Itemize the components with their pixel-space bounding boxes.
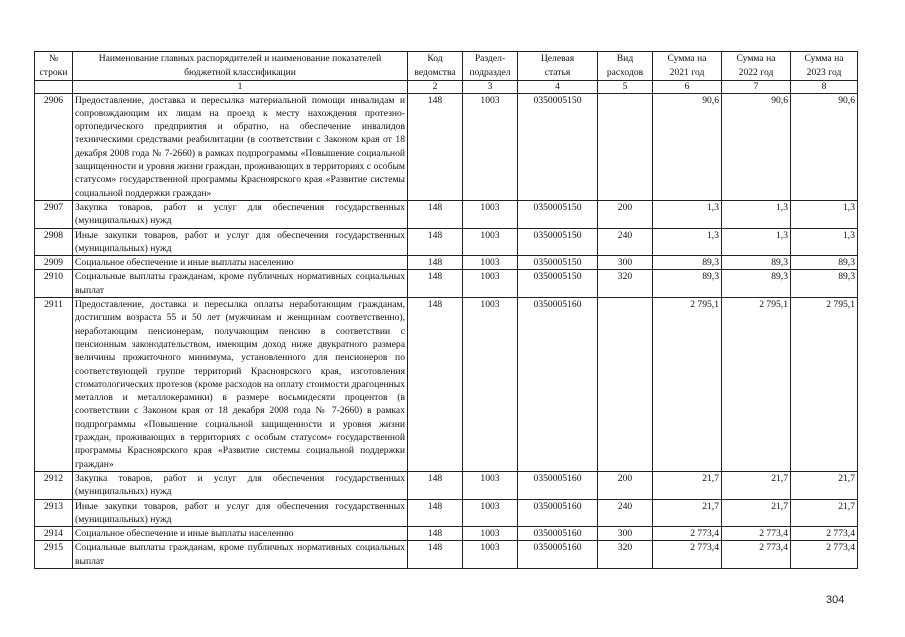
expense-type-cell: 240	[598, 499, 653, 527]
target-article-cell: 0350005160	[518, 527, 598, 541]
table-row	[35, 200, 858, 228]
sum-2023-cell: 90,6	[791, 93, 858, 200]
row-number-cell: 2913	[35, 499, 73, 527]
section-cell: 1003	[463, 527, 518, 541]
expense-type-cell: 200	[598, 471, 653, 499]
target-article-cell: 0350005150	[518, 228, 598, 256]
sum-2023-cell: 21,7	[791, 499, 858, 527]
expense-type-cell: 240	[598, 228, 653, 256]
header-dept-code: Код ведомства	[408, 52, 463, 81]
table-row	[35, 499, 858, 527]
target-article-cell: 0350005150	[518, 256, 598, 270]
table-row	[35, 471, 858, 499]
row-number-cell: 2906	[35, 93, 73, 200]
column-number: 4	[518, 80, 598, 93]
dept-code-cell: 148	[408, 228, 463, 256]
header-section: Раздел- подраздел	[463, 52, 518, 81]
sum-2023-cell: 89,3	[791, 270, 858, 298]
sum-2023-cell: 21,7	[791, 471, 858, 499]
header-sum-2022: Сумма на 2022 год	[722, 52, 791, 81]
column-number: 6	[653, 80, 722, 93]
row-number-cell: 2909	[35, 256, 73, 270]
section-cell: 1003	[463, 270, 518, 298]
dept-code-cell: 148	[408, 200, 463, 228]
header-row-number: № строки	[35, 52, 73, 81]
section-cell: 1003	[463, 256, 518, 270]
header-target-article: Целевая статья	[518, 52, 598, 81]
sum-2021-cell: 2 795,1	[653, 298, 722, 472]
target-article-cell: 0350005150	[518, 93, 598, 200]
sum-2023-cell: 89,3	[791, 256, 858, 270]
row-number-cell: 2914	[35, 527, 73, 541]
table-row	[35, 228, 858, 256]
sum-2021-cell: 2 773,4	[653, 527, 722, 541]
row-name-cell: Социальные выплаты гражданам, кроме публичных нормативных социальных выплат	[73, 270, 408, 298]
section-cell: 1003	[463, 228, 518, 256]
sum-2022-cell: 1,3	[722, 228, 791, 256]
header-sum-2023: Сумма на 2023 год	[791, 52, 858, 81]
column-number-row	[35, 80, 858, 93]
table-row	[35, 298, 858, 472]
row-name-cell: Социальное обеспечение и иные выплаты населению	[73, 256, 408, 270]
section-cell: 1003	[463, 471, 518, 499]
header-sum-2021: Сумма на 2021 год	[653, 52, 722, 81]
sum-2022-cell: 90,6	[722, 93, 791, 200]
table-body	[35, 93, 858, 568]
sum-2021-cell: 21,7	[653, 471, 722, 499]
table-row	[35, 270, 858, 298]
row-name-cell: Социальное обеспечение и иные выплаты населению	[73, 527, 408, 541]
target-article-cell: 0350005150	[518, 270, 598, 298]
expense-type-cell	[598, 93, 653, 200]
expense-type-cell: 300	[598, 527, 653, 541]
dept-code-cell: 148	[408, 499, 463, 527]
row-name-cell: Социальные выплаты гражданам, кроме публичных нормативных социальных выплат	[73, 541, 408, 569]
row-number-cell: 2915	[35, 541, 73, 569]
header-row	[35, 52, 858, 81]
column-number-blank	[35, 80, 73, 93]
row-number-cell: 2908	[35, 228, 73, 256]
row-name-cell: Закупка товаров, работ и услуг для обеспечения государственных (муниципальных) нужд	[73, 200, 408, 228]
expense-type-cell: 320	[598, 270, 653, 298]
budget-table	[34, 51, 858, 569]
target-article-cell: 0350005160	[518, 541, 598, 569]
section-cell: 1003	[463, 541, 518, 569]
expense-type-cell: 320	[598, 541, 653, 569]
sum-2023-cell: 1,3	[791, 228, 858, 256]
header-name: Наименование главных распорядителей и наименование показателей бюджетной классификации	[73, 52, 408, 81]
row-number-cell: 2911	[35, 298, 73, 472]
sum-2021-cell: 90,6	[653, 93, 722, 200]
page-number: 304	[826, 594, 845, 606]
column-number: 3	[463, 80, 518, 93]
table-row	[35, 527, 858, 541]
sum-2021-cell: 2 773,4	[653, 541, 722, 569]
sum-2021-cell: 1,3	[653, 228, 722, 256]
column-number: 5	[598, 80, 653, 93]
target-article-cell: 0350005160	[518, 471, 598, 499]
column-number: 1	[73, 80, 408, 93]
dept-code-cell: 148	[408, 527, 463, 541]
sum-2021-cell: 1,3	[653, 200, 722, 228]
column-number: 7	[722, 80, 791, 93]
sum-2022-cell: 21,7	[722, 471, 791, 499]
sum-2022-cell: 2 795,1	[722, 298, 791, 472]
section-cell: 1003	[463, 298, 518, 472]
row-name-cell: Предоставление, доставка и пересылка материальной помощи инвалидам и сопровождающим их лицам на проезд к месту нахождения протезно-ортопедического предприятия и обратно, на обеспечение инвалидов техническими средствами реабилитации (в соответствии с Законом края от 18 декабря 2008 года № 7-2660) в рамках подпрограммы «Повышение социальной защищенности и уровня жизни граждан, проживающих в территориях с особым статусом» государственной программы Красноярского края «Развитие системы социальной поддержки граждан»	[73, 93, 408, 200]
expense-type-cell	[598, 298, 653, 472]
table-row	[35, 93, 858, 200]
column-number: 8	[791, 80, 858, 93]
row-number-cell: 2907	[35, 200, 73, 228]
row-name-cell: Иные закупки товаров, работ и услуг для обеспечения государственных (муниципальных) нужд	[73, 499, 408, 527]
dept-code-cell: 148	[408, 471, 463, 499]
table-row	[35, 541, 858, 569]
sum-2023-cell: 2 773,4	[791, 541, 858, 569]
sum-2022-cell: 2 773,4	[722, 527, 791, 541]
dept-code-cell: 148	[408, 270, 463, 298]
header-expense-type: Вид расходов	[598, 52, 653, 81]
row-number-cell: 2912	[35, 471, 73, 499]
sum-2021-cell: 89,3	[653, 256, 722, 270]
sum-2023-cell: 2 795,1	[791, 298, 858, 472]
sum-2023-cell: 1,3	[791, 200, 858, 228]
row-name-cell: Иные закупки товаров, работ и услуг для обеспечения государственных (муниципальных) нужд	[73, 228, 408, 256]
sum-2021-cell: 89,3	[653, 270, 722, 298]
sum-2021-cell: 21,7	[653, 499, 722, 527]
expense-type-cell: 300	[598, 256, 653, 270]
dept-code-cell: 148	[408, 298, 463, 472]
section-cell: 1003	[463, 200, 518, 228]
section-cell: 1003	[463, 93, 518, 200]
sum-2022-cell: 89,3	[722, 256, 791, 270]
expense-type-cell: 200	[598, 200, 653, 228]
dept-code-cell: 148	[408, 256, 463, 270]
target-article-cell: 0350005160	[518, 298, 598, 472]
row-number-cell: 2910	[35, 270, 73, 298]
sum-2022-cell: 21,7	[722, 499, 791, 527]
dept-code-cell: 148	[408, 93, 463, 200]
row-name-cell: Закупка товаров, работ и услуг для обеспечения государственных (муниципальных) нужд	[73, 471, 408, 499]
column-number: 2	[408, 80, 463, 93]
target-article-cell: 0350005150	[518, 200, 598, 228]
sum-2022-cell: 1,3	[722, 200, 791, 228]
table-row	[35, 256, 858, 270]
sum-2022-cell: 89,3	[722, 270, 791, 298]
row-name-cell: Предоставление, доставка и пересылка оплаты неработающим гражданам, достигшим возраста 55 и 50 лет (мужчинам и женщинам соответственно), неработающим пенсионерам, получающим пенсию в соответствии с пенсионным законодательством, имеющим доход ниже двукратного размера величины прожиточного минимума, установленного для пенсионеров по соответствующей группе территорий Красноярского края, изготовления стоматологических протезов (кроме расходов на оплату стоимости драгоценных металлов и металлокерамики) в размере восьмидесяти процентов (в соответствии с Законом края от 18 декабря 2008 года № 7-2660) в рамках подпрограммы «Повышение социальной защищенности и уровня жизни граждан, проживающих в территориях с особым статусом» государственной программы Красноярского края «Развитие системы социальной поддержки граждан»	[73, 298, 408, 472]
sum-2022-cell: 2 773,4	[722, 541, 791, 569]
sum-2023-cell: 2 773,4	[791, 527, 858, 541]
dept-code-cell: 148	[408, 541, 463, 569]
section-cell: 1003	[463, 499, 518, 527]
target-article-cell: 0350005160	[518, 499, 598, 527]
